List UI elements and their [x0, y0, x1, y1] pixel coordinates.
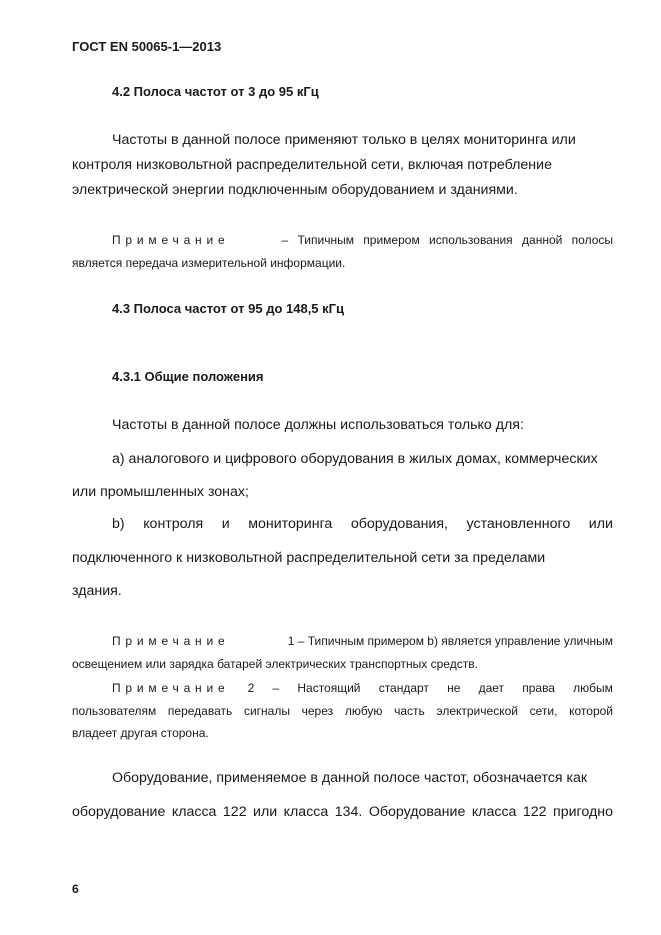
- word: стандарт: [378, 681, 429, 695]
- paragraph-line: контроля низковольтной распределительной сети, включая потребление: [72, 157, 552, 173]
- word: часть: [394, 704, 425, 718]
- list-item-b-line: подключенного к низковольтной распределительной сети за пределами: [72, 550, 546, 566]
- paragraph-line: Оборудование, применяемое в данной полосе частот, обозначается как: [112, 770, 588, 786]
- note-3-line: [112, 681, 613, 695]
- word: мониторинга: [248, 516, 333, 532]
- word: дает: [478, 681, 505, 695]
- word: контроля: [143, 516, 204, 532]
- section-heading-4-3: 4.3 Полоса частот от 95 до 148,5 кГц: [112, 301, 345, 316]
- section-heading-4-2: 4.2 Полоса частот от 3 до 95 кГц: [112, 84, 319, 99]
- list-item-b-line: [112, 516, 613, 532]
- list-item-a-line: или промышленных зонах;: [72, 484, 249, 500]
- note-line: владеет другая сторона.: [72, 726, 209, 740]
- note-1-line: [112, 233, 613, 247]
- word: –: [272, 681, 280, 695]
- list-item-a-line: а) аналогового и цифрового оборудования в жилых домах, коммерческих: [112, 451, 598, 467]
- word: 2: [247, 681, 255, 695]
- note-line: является передача измерительной информации.: [72, 256, 346, 270]
- page-number: 6: [72, 882, 79, 896]
- paragraph-line: Частоты в данной полосе применяют только в целях мониторинга или: [112, 132, 576, 148]
- word: сети,: [529, 704, 558, 718]
- word: b): [112, 516, 125, 532]
- note-label: Примечание: [112, 233, 230, 247]
- word: через: [301, 704, 334, 718]
- note-3-line: [72, 704, 613, 718]
- note-label: Примечание: [112, 681, 230, 695]
- word: или: [588, 516, 613, 532]
- paragraph-line: оборудование класса 122 или класса 134. Оборудование класса 122 пригодно: [72, 804, 613, 820]
- word: сигналы: [243, 704, 290, 718]
- document-header: ГОСТ EN 50065-1—2013: [72, 39, 222, 54]
- note-text: 1 – Типичным примером b) является управление уличным: [287, 634, 613, 648]
- word: и: [221, 516, 230, 532]
- word: права: [522, 681, 555, 695]
- word: установленного: [466, 516, 571, 532]
- word: пользователям: [72, 704, 157, 718]
- word: оборудования,: [350, 516, 448, 532]
- word: которой: [569, 704, 613, 718]
- word: электрической: [436, 704, 518, 718]
- list-item-b-line: здания.: [72, 583, 122, 599]
- note-2-line: [112, 634, 613, 648]
- word: любым: [573, 681, 613, 695]
- word: не: [447, 681, 461, 695]
- note-text: – Типичным примером использования данной полосы: [281, 233, 613, 247]
- word: Настоящий: [297, 681, 361, 695]
- section-heading-4-3-1: 4.3.1 Общие положения: [112, 369, 264, 384]
- word: любую: [344, 704, 383, 718]
- paragraph-line: Частоты в данной полосе должны использоваться только для:: [112, 417, 524, 433]
- note-line: освещением или зарядка батарей электрических транспортных средств.: [72, 657, 478, 671]
- paragraph-line: электрической энергии подключенным оборудованием и зданиями.: [72, 182, 518, 198]
- note-label: Примечание: [112, 634, 230, 648]
- word: передавать: [167, 704, 233, 718]
